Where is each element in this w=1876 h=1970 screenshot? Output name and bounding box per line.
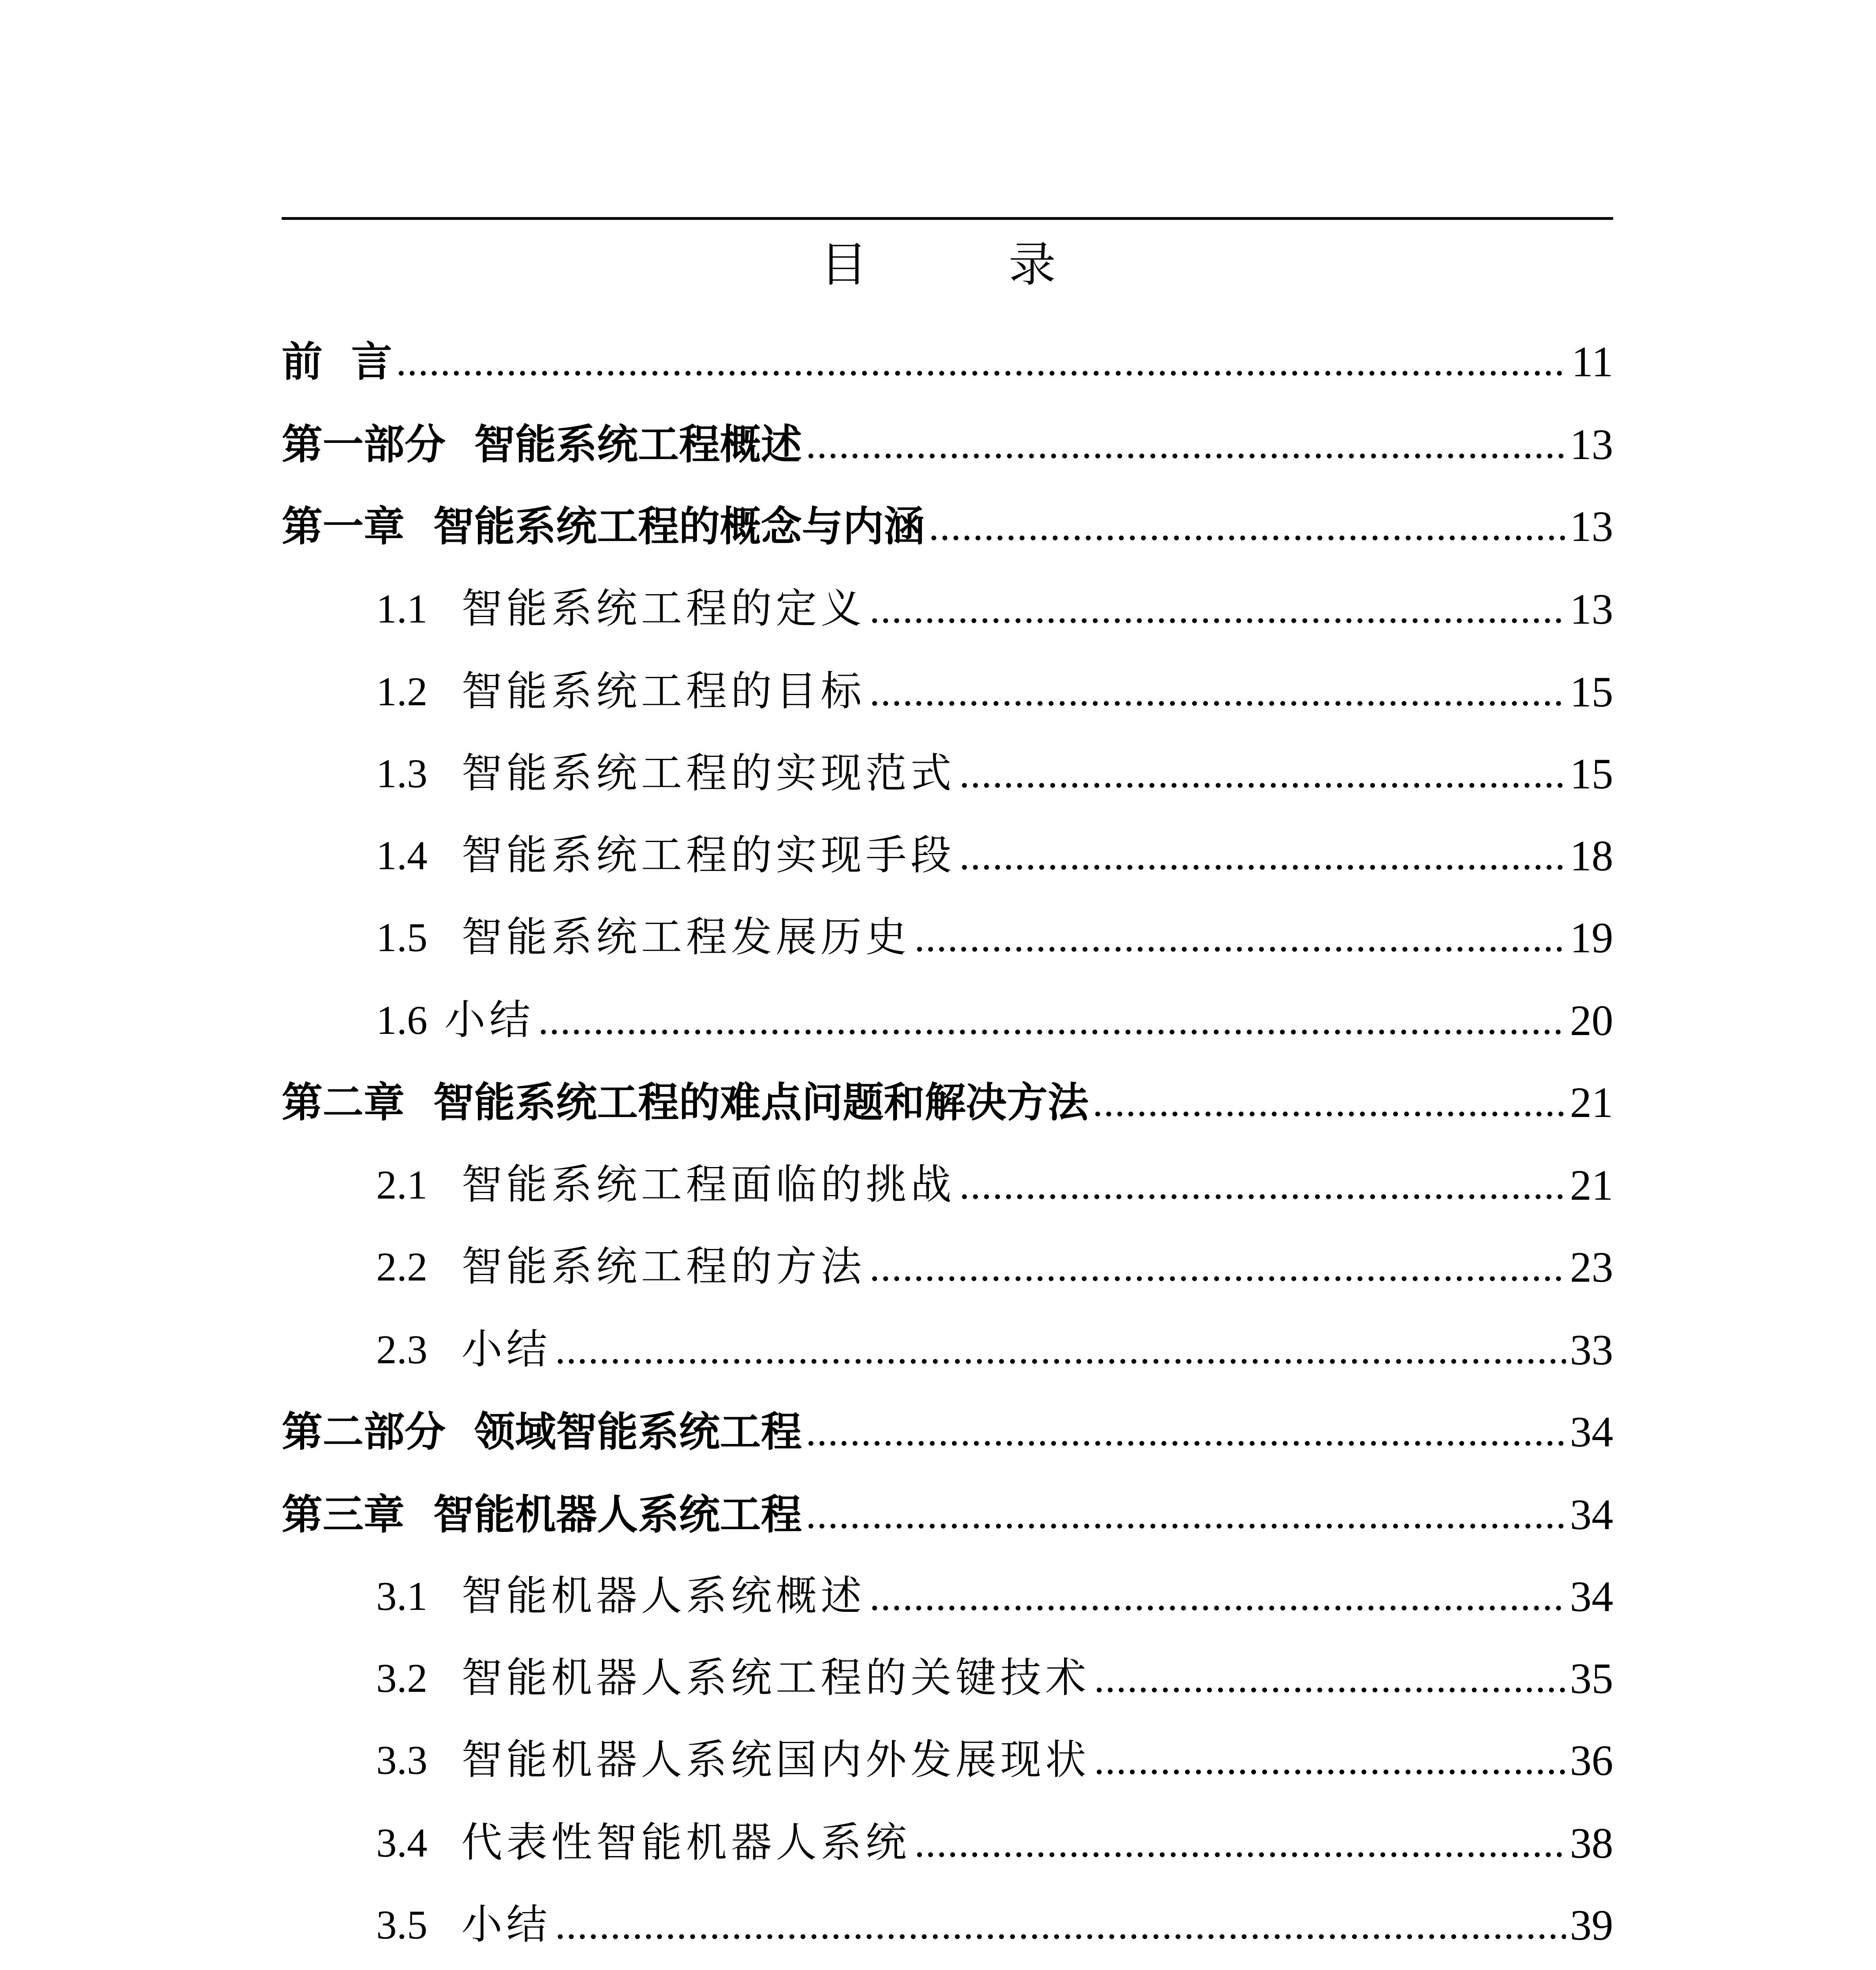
toc-entry-page: 13 bbox=[1570, 502, 1613, 550]
toc-entry-section[interactable] bbox=[376, 582, 1613, 637]
toc-entry-title: 第二部分 领域智能系统工程 bbox=[282, 1408, 802, 1456]
toc-entry-section[interactable] bbox=[376, 828, 1613, 883]
toc-entry-page: 34 bbox=[1570, 1572, 1613, 1621]
toc-leader bbox=[806, 1404, 1566, 1459]
toc-entry-title: 智能系统工程面临的挑战 bbox=[461, 1160, 956, 1208]
toc-entry-title: 第二章 智能系统工程的难点问题和解决方法 bbox=[282, 1078, 1089, 1126]
toc-entry-page: 23 bbox=[1570, 1243, 1613, 1291]
toc-entry-section[interactable] bbox=[376, 910, 1613, 965]
toc-entry-title: 智能系统工程的目标 bbox=[461, 667, 866, 715]
toc-entry-section[interactable] bbox=[376, 746, 1613, 801]
toc-leader bbox=[555, 1322, 1566, 1377]
toc-entry-page: 35 bbox=[1570, 1654, 1613, 1702]
toc-section-number: 1.4 bbox=[376, 833, 427, 878]
toc-leader bbox=[806, 417, 1566, 472]
toc-entry-title: 智能机器人系统概述 bbox=[461, 1572, 866, 1620]
toc-entry-section[interactable] bbox=[376, 664, 1613, 719]
toc-section-number: 3.1 bbox=[376, 1574, 427, 1619]
toc-section-number: 2.2 bbox=[376, 1244, 427, 1290]
toc-entry-page: 13 bbox=[1570, 585, 1613, 633]
toc-entry-preface[interactable] bbox=[282, 334, 1613, 389]
toc-leader bbox=[959, 828, 1566, 883]
toc-leader bbox=[959, 1158, 1566, 1213]
toc-entry-title: 小结 bbox=[444, 996, 535, 1044]
toc-entry-title: 第三章 智能机器人系统工程 bbox=[282, 1491, 802, 1539]
toc-entry-title: 前 言 bbox=[282, 338, 392, 386]
toc-title: 目 录 bbox=[820, 238, 1119, 292]
toc-entry-page: 13 bbox=[1570, 420, 1613, 468]
toc-entry-page: 18 bbox=[1570, 832, 1613, 880]
toc-leader bbox=[555, 1898, 1566, 1953]
toc-leader bbox=[914, 1816, 1566, 1871]
toc-entry-page: 11 bbox=[1571, 338, 1613, 386]
toc-entry-section[interactable] bbox=[376, 993, 1613, 1048]
toc-entry-page: 34 bbox=[1570, 1491, 1613, 1539]
toc-entry-page: 15 bbox=[1570, 668, 1613, 716]
toc-entry-section[interactable] bbox=[376, 1240, 1613, 1295]
toc-section-number: 1.2 bbox=[376, 669, 427, 714]
toc-leader bbox=[959, 746, 1566, 801]
toc-leader bbox=[869, 664, 1566, 719]
toc-leader bbox=[1094, 1651, 1566, 1706]
toc-leader bbox=[929, 499, 1566, 554]
toc-entry-title: 智能系统工程的实现范式 bbox=[461, 749, 956, 797]
toc-entry-page: 19 bbox=[1570, 914, 1613, 962]
toc-section-number: 1.3 bbox=[376, 751, 427, 796]
toc-entry-title: 智能系统工程发展历史 bbox=[461, 913, 911, 961]
toc-section-number: 1.6 bbox=[376, 998, 427, 1043]
toc-leader bbox=[869, 1240, 1566, 1295]
toc-entry-chapter[interactable] bbox=[282, 499, 1613, 554]
toc-entry-section[interactable] bbox=[376, 1569, 1613, 1624]
toc-leader bbox=[869, 1569, 1566, 1624]
toc-entry-page: 21 bbox=[1570, 1161, 1613, 1209]
toc-entry-title: 智能系统工程的实现手段 bbox=[461, 831, 956, 879]
toc-entry-page: 36 bbox=[1570, 1736, 1613, 1784]
toc-entry-title: 第一章 智能系统工程的概念与内涵 bbox=[282, 502, 925, 550]
toc-section-number: 3.4 bbox=[376, 1820, 427, 1866]
toc-entry-section[interactable] bbox=[376, 1733, 1613, 1788]
toc-leader bbox=[806, 1487, 1566, 1542]
toc-section-number: 1.5 bbox=[376, 915, 427, 960]
toc-entry-part[interactable] bbox=[282, 1404, 1613, 1459]
toc-leader bbox=[538, 993, 1566, 1048]
toc-entry-chapter[interactable] bbox=[282, 1075, 1613, 1130]
toc-leader bbox=[1092, 1075, 1566, 1130]
toc-section-number: 3.3 bbox=[376, 1738, 427, 1783]
toc-entry-title: 智能系统工程的定义 bbox=[461, 584, 866, 632]
toc-entry-title: 智能系统工程的方法 bbox=[461, 1242, 866, 1290]
toc-leader bbox=[914, 910, 1566, 965]
toc-entry-page: 21 bbox=[1570, 1078, 1613, 1126]
toc-entry-page: 38 bbox=[1570, 1819, 1613, 1867]
toc-entry-chapter[interactable] bbox=[282, 1487, 1613, 1542]
toc-leader bbox=[869, 582, 1566, 637]
toc-entry-title: 代表性智能机器人系统 bbox=[461, 1818, 911, 1866]
toc-entry-page: 15 bbox=[1570, 750, 1613, 798]
toc-entry-page: 20 bbox=[1570, 996, 1613, 1044]
toc-entry-page: 34 bbox=[1570, 1408, 1613, 1456]
toc-entry-section[interactable] bbox=[376, 1322, 1613, 1377]
toc-entry-part[interactable] bbox=[282, 417, 1613, 472]
toc-entry-section[interactable] bbox=[376, 1898, 1613, 1953]
toc-entry-page: 39 bbox=[1570, 1901, 1613, 1949]
toc-leader bbox=[1094, 1733, 1566, 1788]
toc-section-number: 3.2 bbox=[376, 1656, 427, 1701]
toc-entry-title: 小结 bbox=[461, 1325, 552, 1373]
toc-section-number: 3.5 bbox=[376, 1902, 427, 1948]
toc-section-number: 1.1 bbox=[376, 586, 427, 632]
toc-entry-section[interactable] bbox=[376, 1158, 1613, 1213]
toc-entry-page: 33 bbox=[1570, 1326, 1613, 1374]
toc-section-number: 2.1 bbox=[376, 1162, 427, 1208]
toc-entry-title: 第一部分 智能系统工程概述 bbox=[282, 420, 802, 468]
toc-entry-title: 小结 bbox=[461, 1900, 552, 1948]
toc-entry-title: 智能机器人系统工程的关键技术 bbox=[461, 1654, 1090, 1702]
toc-section-number: 2.3 bbox=[376, 1327, 427, 1372]
toc-entry-section[interactable] bbox=[376, 1651, 1613, 1706]
toc-entry-title: 智能机器人系统国内外发展现状 bbox=[461, 1736, 1090, 1784]
toc-entry-section[interactable] bbox=[376, 1816, 1613, 1871]
toc-leader bbox=[396, 334, 1568, 389]
